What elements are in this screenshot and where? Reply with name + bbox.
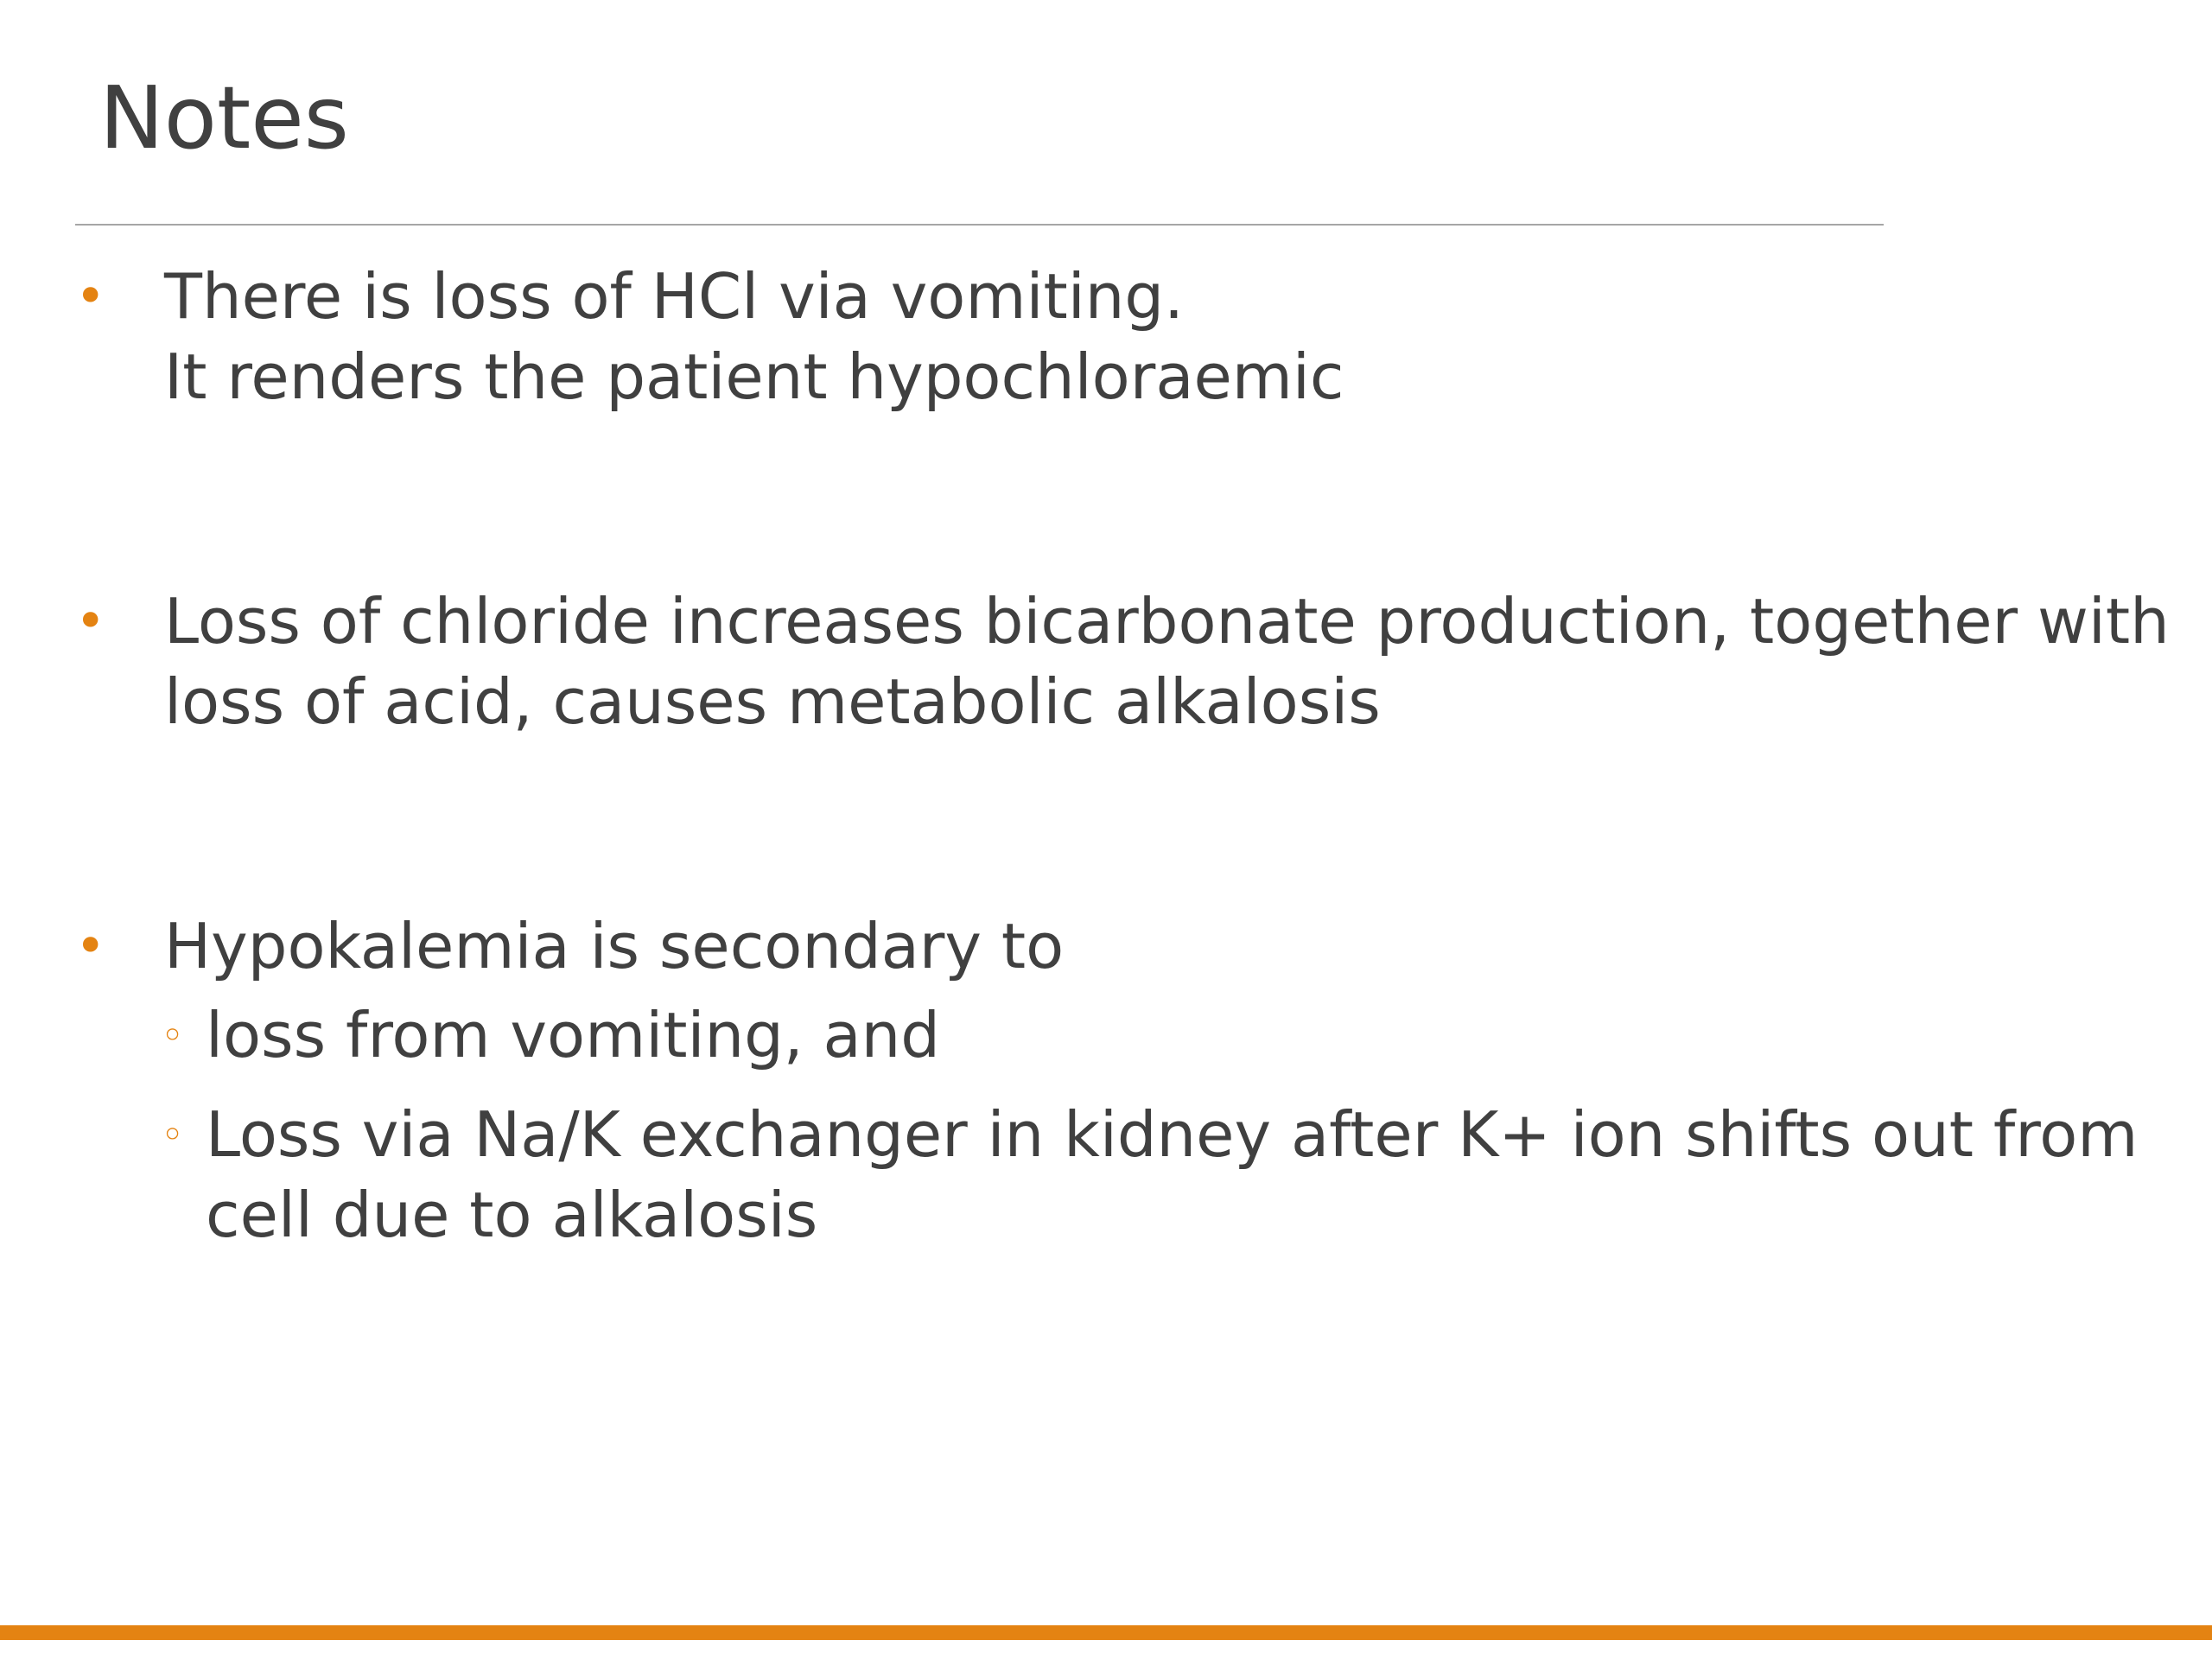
bullet-line: It renders the patient hypochloraemic xyxy=(164,340,1344,413)
bullet-line: loss of acid, causes metabolic alkalosis xyxy=(164,665,1381,738)
sub-bullet-line: cell due to alkalosis xyxy=(206,1179,818,1251)
sub-bullet-circle-icon: ◦ xyxy=(161,1012,185,1058)
bullet-text xyxy=(164,906,2134,987)
sub-bullet-line: loss from vomiting, and xyxy=(206,999,941,1071)
bullet-line: Loss of chloride increases bicarbonate production, together with xyxy=(164,585,2170,658)
bullet-dot-icon: • xyxy=(75,591,106,652)
bullet-dot-icon: • xyxy=(75,916,106,976)
slide-title: Notes xyxy=(99,67,349,168)
sub-bullet-circle-icon: ◦ xyxy=(161,1111,185,1158)
bullet-line: Hypokalemia is secondary to xyxy=(164,910,1065,982)
sub-bullet-text xyxy=(206,1095,2141,1255)
bullet-line: There is loss of HCl via vomiting. xyxy=(164,260,1184,333)
title-divider xyxy=(75,224,1884,226)
sub-bullet-line: Loss via Na/K exchanger in kidney after K+ ion shifts out from xyxy=(206,1098,2139,1171)
bottom-accent-bar xyxy=(0,1625,2212,1640)
bullet-dot-icon: • xyxy=(75,266,106,327)
bullet-text xyxy=(164,257,2134,417)
sub-bullet-text xyxy=(206,995,2141,1076)
bullet-text xyxy=(164,582,2170,742)
